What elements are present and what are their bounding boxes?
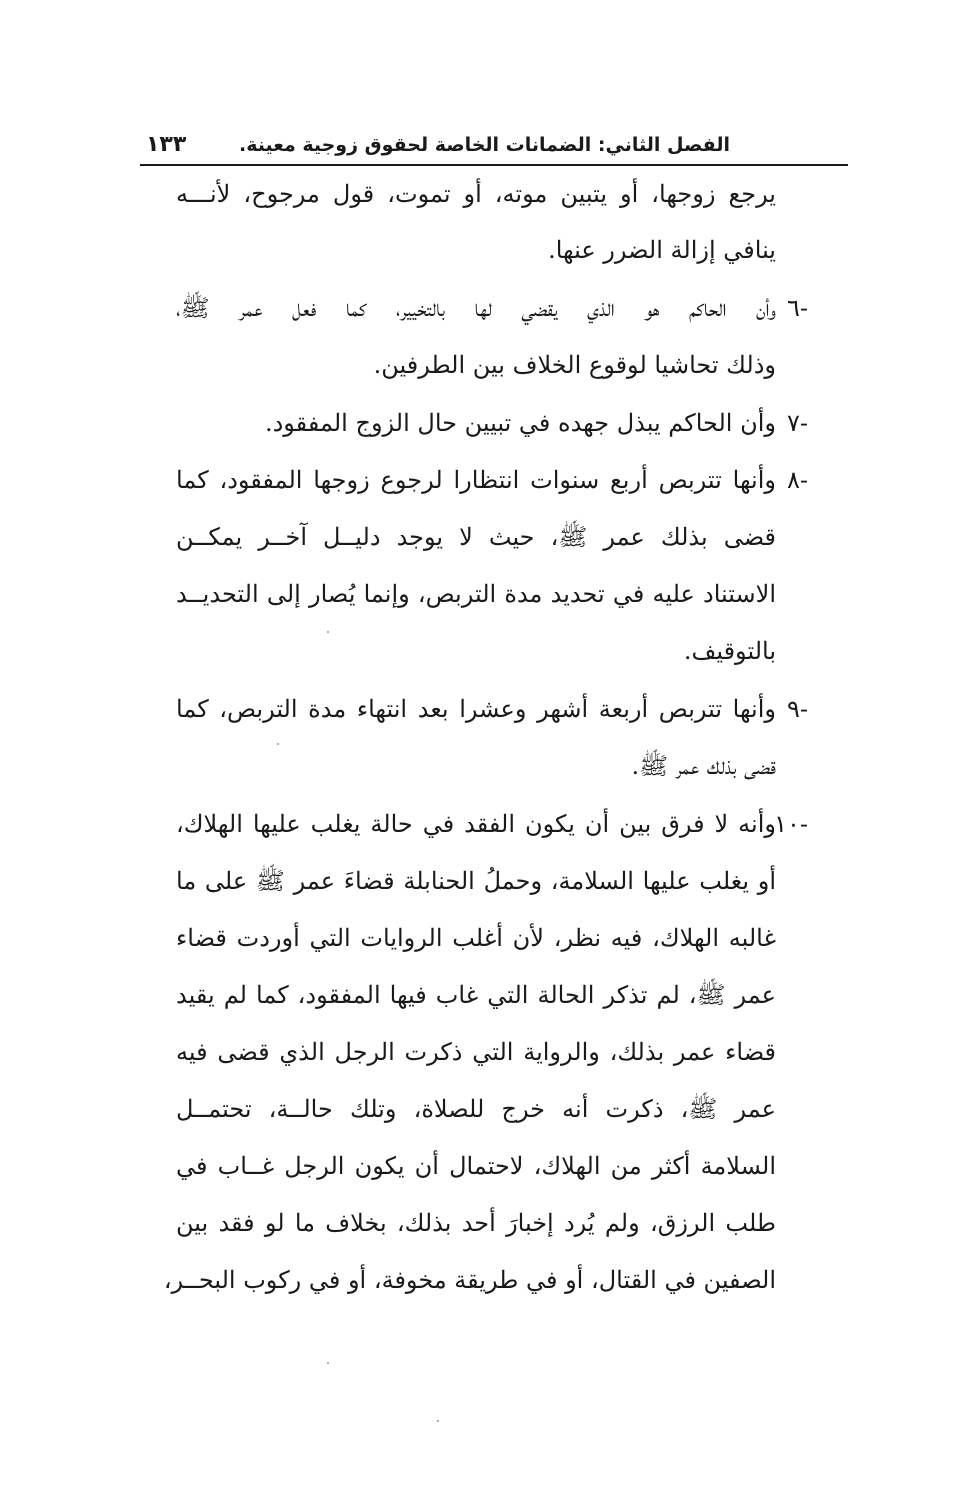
scan-speck [327,631,329,633]
scan-speck [277,743,279,745]
paragraph-line: قضى بذلك عمر ﷺ. [631,752,776,780]
paragraph-line: بالتوقيف. [683,637,776,665]
list-item-number: ٩- [787,695,808,723]
page-header [140,132,848,166]
list-item-number: ٨- [787,466,808,494]
scan-speck [437,1420,439,1422]
paragraph-line: وأنه لا فرق بين أن يكون الفقد في حالة يغلب عليها الهلاك، [176,810,776,838]
paragraph-line: الصفين في القتال، أو في طريقة مخوفة، أو في ركوب البحــر، [163,1266,776,1294]
list-item-number: ٦- [787,294,808,322]
chapter-title: الفصل الثاني: الضمانات الخاصة لحقوق زوجية معينة. [238,134,730,156]
list-item-number: ١٠- [774,810,808,838]
scan-speck [327,1362,329,1364]
paragraph-line: غالبه الهلاك، فيه نظر، لأن أغلب الروايات التي أوردت قضاء [176,924,776,952]
paragraph-line: يرجع زوجها، أو يتبين موته، أو تموت، قول مرجوح، لأنـــه [176,180,776,208]
paragraph-line: أو يغلب عليها السلامة، وحملُ الحنابلة قضاءَ عمر ﷺ على ما [176,867,776,895]
paragraph-line: عمر ﷺ، ذكرت أنه خرج للصلاة، وتلك حالــة، تحتمــل [176,1095,776,1123]
paragraph-line: طلب الرزق، ولم يُرد إخبارَ أحد بذلك، بخلاف ما لو فقد بين [176,1209,776,1237]
paragraph-line: السلامة أكثر من الهلاك، لاحتمال أن يكون الرجل غــاب في [176,1152,776,1180]
paragraph-line: وأن الحاكم هو الذي يقضي لها بالتخيير، كما فعل عمر ﷺ، [176,294,776,322]
page-number: ١٣٣ [146,132,187,157]
paragraph-line: ينافي إزالة الضرر عنها. [548,236,776,264]
paragraph-line: عمر ﷺ، لم تذكر الحالة التي غاب فيها المفقود، كما لم يقيد [176,981,776,1009]
paragraph-line: قضاء عمر بذلك، والرواية التي ذكرت الرجل الذي قضى فيه [176,1038,776,1066]
paragraph-line: وأنها تتربص أربع سنوات انتظارا لرجوع زوجها المفقود، كما [176,466,776,494]
paragraph-line: الاستناد عليه في تحديد مدة التربص، وإنما يُصار إلى التحديــد [176,580,776,608]
paragraph-line: وأنها تتربص أربعة أشهر وعشرا بعد انتهاء مدة التربص، كما [176,695,776,723]
list-item-number: ٧- [787,409,808,437]
paragraph-line: وأن الحاكم يبذل جهده في تبيين حال الزوج المفقود. [264,409,776,437]
paragraph-line: وذلك تحاشيا لوقوع الخلاف بين الطرفين. [373,351,776,379]
paragraph-line: قضى بذلك عمر ﷺ، حيث لا يوجد دليــل آخــر يمكــن [176,523,776,551]
